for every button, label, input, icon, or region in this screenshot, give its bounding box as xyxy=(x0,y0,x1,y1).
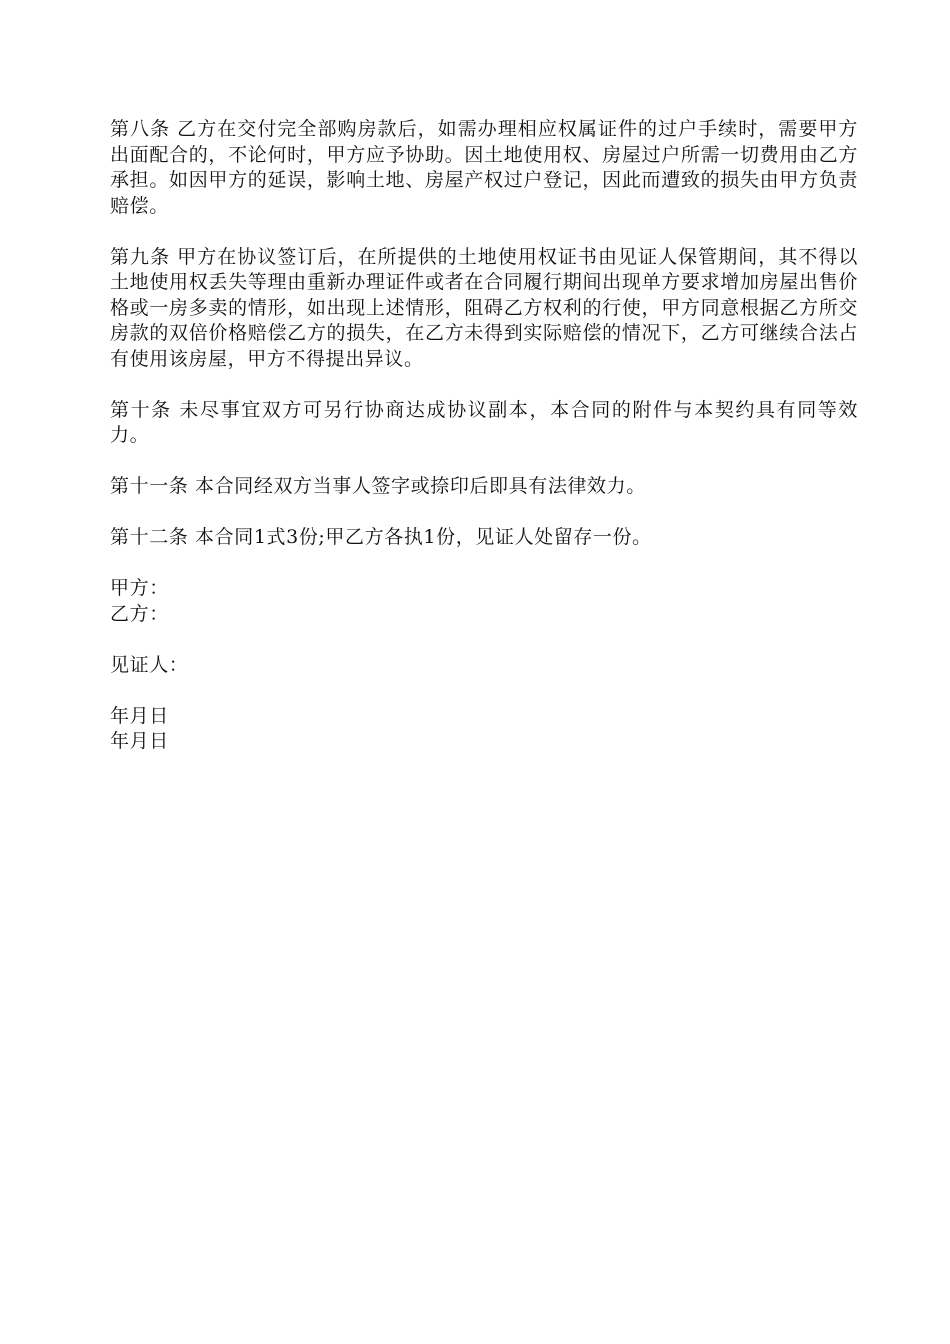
date-line-1: 年月日 xyxy=(110,704,169,727)
party-b-label: 乙方： xyxy=(110,602,169,625)
spacer xyxy=(110,627,858,653)
spacer xyxy=(110,551,858,577)
party-a-label: 甲方： xyxy=(110,577,169,599)
date-line-2: 年月日 xyxy=(110,730,169,752)
article-8: 第八条 乙方在交付完全部购房款后，如需办理相应权属证件的过户手续时，需要甲方出面配合的，不论何时，甲方应予协助。因土地使用权、房屋过户所需一切费用由乙方承担。如因甲方的延误，影响土地、房屋产权过户登记，因此而遭致的损失由甲方负责赔偿。 xyxy=(110,118,858,217)
article-10: 第十条 未尽事宜双方可另行协商达成协议副本，本合同的附件与本契约具有同等效力。 xyxy=(110,398,858,446)
spacer xyxy=(110,678,858,704)
spacer xyxy=(110,449,858,475)
article-9: 第九条 甲方在协议签订后，在所提供的土地使用权证书由见证人保管期间，其不得以土地使用权丢失等理由重新办理证件或者在合同履行期间出现单方要求增加房屋出售价格或一房多卖的情形，如出现上述情形，阻碍乙方权利的行使，甲方同意根据乙方所交房款的双倍价格赔偿乙方的损失，在乙方未得到实际赔偿的情况下，乙方可继续合法占有使用该房屋，甲方不得提出异议。 xyxy=(110,245,858,370)
contract-page xyxy=(110,117,858,755)
spacer xyxy=(110,500,858,526)
article-11: 第十一条 本合同经双方当事人签字或捺印后即具有法律效力。 xyxy=(110,475,646,497)
date-block xyxy=(110,704,858,755)
witness-label: 见证人： xyxy=(110,653,189,676)
signature-block-parties xyxy=(110,576,858,627)
spacer xyxy=(110,372,858,398)
article-12: 第十二条 本合同1式3份;甲乙方各执1份，见证人处留存一份。 xyxy=(110,526,652,548)
spacer xyxy=(110,219,858,245)
